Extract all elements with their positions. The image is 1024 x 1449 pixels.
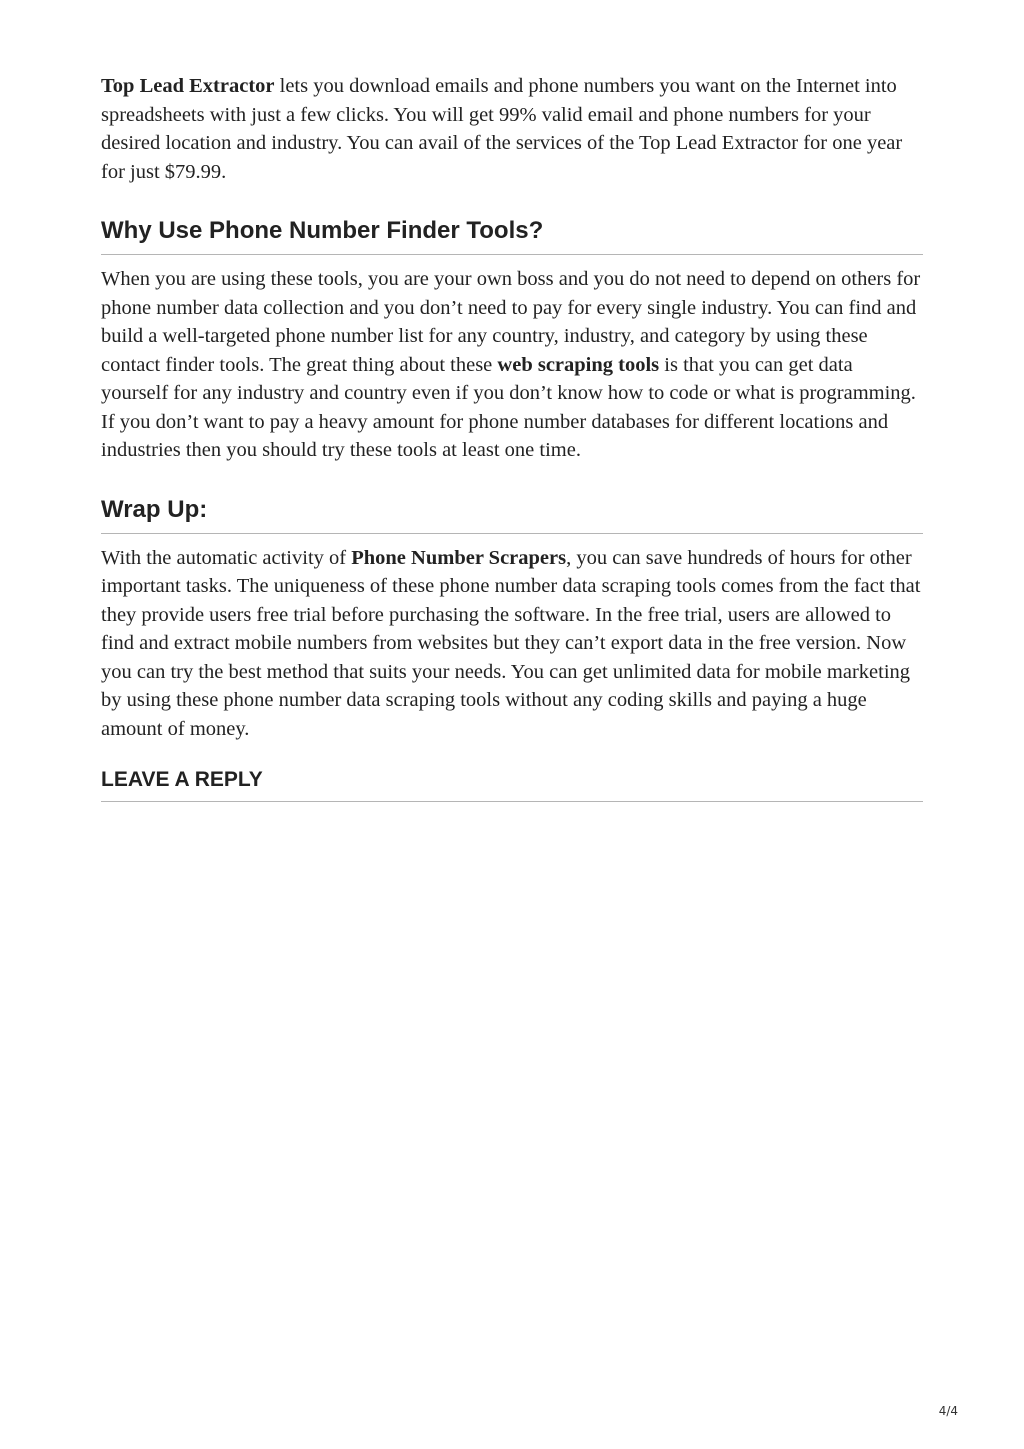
wrap-text-before: With the automatic activity of bbox=[101, 546, 352, 569]
why-text-before: When you are using these tools, you are your own boss and you do not need to depend on others for phone number data collection and you don’t need to pay for every single industry. You can find and build a well-targeted phone number list for any country, industry, and category by using these contact finder tools. The great thing about these bbox=[101, 268, 921, 376]
wrap-up-paragraph bbox=[101, 544, 923, 744]
intro-text: lets you download emails and phone numbers you want on the Internet into spreadsheets with just a few clicks. You will get 99% valid email and phone numbers for your desired location and industry. You can avail of the services of the Top Lead Extractor for one year for just $79.99. bbox=[101, 75, 903, 183]
why-text-after: is that you can get data yourself for any industry and country even if you don’t know how to code or what is programming. If you don’t want to pay a heavy amount for phone number databases for different locations and industries then you should try these tools at least one time. bbox=[101, 353, 916, 461]
page-number: 4/4 bbox=[938, 1404, 958, 1418]
wrap-up-heading: Wrap Up: bbox=[101, 495, 923, 534]
intro-paragraph bbox=[101, 72, 923, 186]
intro-bold-lead: Top Lead Extractor bbox=[101, 75, 275, 97]
wrap-bold-text: Phone Number Scrapers bbox=[351, 546, 567, 569]
leave-reply-heading: LEAVE A REPLY bbox=[101, 767, 923, 802]
wrap-text-after: , you can save hundreds of hours for other important tasks. The uniqueness of these phone number data scraping tools comes from the fact that they provide users free trial before purchasing the software. In the free trial, users are allowed to find and extract mobile numbers from websites but they can’t export data in the free version. Now you can try the best method that suits your needs. You can get unlimited data for mobile marketing by using these phone number data scraping tools without any coding skills and paying a huge amount of money. bbox=[101, 546, 921, 740]
article-content bbox=[101, 72, 923, 802]
why-section-heading: Why Use Phone Number Finder Tools? bbox=[101, 216, 923, 255]
why-bold-text: web scraping tools bbox=[497, 353, 660, 376]
why-section-paragraph bbox=[101, 265, 923, 465]
